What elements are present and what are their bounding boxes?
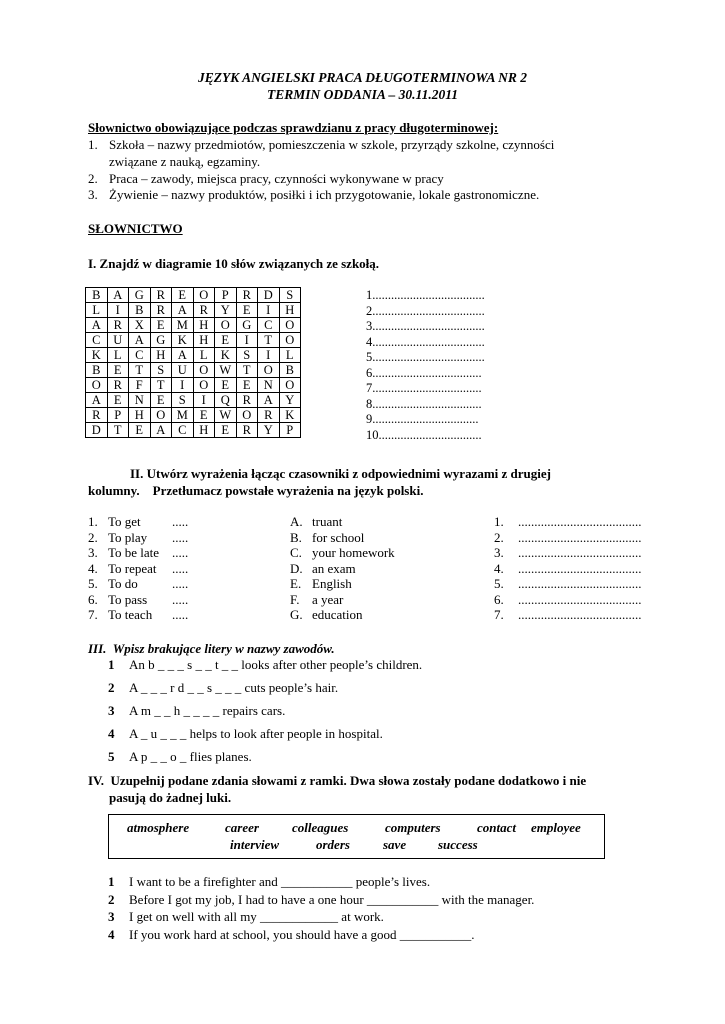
grid-cell: S xyxy=(279,288,301,303)
translation-item xyxy=(494,576,642,592)
translation-blank[interactable]: ...................................... xyxy=(518,545,642,560)
grid-cell: E xyxy=(107,393,129,408)
sentence-text: If you work hard at school, you should have a good ___________. xyxy=(129,926,475,942)
grid-cell: S xyxy=(150,363,172,378)
word-search-grid xyxy=(85,287,301,438)
grid-cell: C xyxy=(86,333,108,348)
item-number: 7. xyxy=(88,607,98,622)
item-letter: G. xyxy=(290,607,303,622)
item-number: 3. xyxy=(494,545,504,560)
verb-item xyxy=(88,560,189,577)
grid-row xyxy=(86,348,301,363)
grid-cell: C xyxy=(172,423,194,438)
item-number: 3 xyxy=(108,703,115,718)
grid-cell: A xyxy=(86,393,108,408)
grid-row xyxy=(86,333,301,348)
translation-item xyxy=(494,591,642,608)
verb-column xyxy=(88,514,189,623)
profession-item xyxy=(108,657,423,680)
grid-row xyxy=(86,318,301,333)
verb-item xyxy=(88,576,189,592)
grid-cell: Q xyxy=(215,393,237,408)
grid-cell: I xyxy=(236,333,258,348)
grid-cell: O xyxy=(193,363,215,378)
grid-row xyxy=(86,363,301,378)
answer-line[interactable]: 10................................. xyxy=(366,427,482,442)
noun-item xyxy=(290,576,352,592)
noun-item xyxy=(290,560,356,577)
word-option: career xyxy=(225,820,259,835)
verb-item xyxy=(88,529,189,546)
vocab-item-number: 1. xyxy=(88,137,98,152)
grid-cell: A xyxy=(107,288,129,303)
noun-item xyxy=(290,545,395,561)
grid-cell: T xyxy=(258,333,280,348)
verb-text: To do xyxy=(108,576,138,591)
grid-cell: O xyxy=(236,408,258,423)
sentence-text: I want to be a firefighter and ___________ people’s lives. xyxy=(129,874,431,889)
vocab-item-text: Żywienie – nazwy produktów, posiłki i ich przygotowanie, lokale gastronomiczne. xyxy=(109,187,540,202)
verb-item xyxy=(88,545,189,561)
grid-cell: A xyxy=(258,393,280,408)
item-number: 3. xyxy=(88,545,98,560)
grid-cell: B xyxy=(86,288,108,303)
grid-cell: R xyxy=(107,378,129,393)
translation-item xyxy=(494,607,642,623)
match-blank[interactable]: ..... xyxy=(172,514,189,529)
item-number: 1. xyxy=(88,514,98,529)
grid-row xyxy=(86,393,301,408)
item-number: 5. xyxy=(494,576,504,591)
verb-item xyxy=(88,514,189,530)
grid-cell: H xyxy=(129,408,151,423)
grid-cell: I xyxy=(258,348,280,363)
item-number: 5 xyxy=(108,749,115,764)
translation-blank[interactable]: ...................................... xyxy=(518,514,642,529)
verb-text: To play xyxy=(108,529,148,545)
match-blank[interactable]: ..... xyxy=(172,607,189,622)
translation-item xyxy=(494,514,642,530)
item-number: 4 xyxy=(108,726,115,741)
grid-cell: E xyxy=(236,378,258,393)
translation-blank[interactable]: ...................................... xyxy=(518,591,642,607)
profession-text: A m _ _ h _ _ _ _ repairs cars. xyxy=(129,703,286,718)
item-letter: A. xyxy=(290,514,303,529)
word-box xyxy=(108,814,605,859)
grid-cell: R xyxy=(236,393,258,408)
noun-item xyxy=(290,514,343,530)
verb-text: To be late xyxy=(108,545,160,560)
translation-blank[interactable]: ...................................... xyxy=(518,529,642,545)
grid-cell: M xyxy=(172,318,194,333)
grid-cell: S xyxy=(236,348,258,363)
sentence-text: Before I got my job, I had to have a one hour ___________ with the manager. xyxy=(129,891,535,907)
grid-cell: H xyxy=(193,333,215,348)
grid-cell: O xyxy=(279,378,301,393)
word-option: colleagues xyxy=(292,820,349,835)
vocab-item-number: 3. xyxy=(88,187,98,202)
grid-cell: O xyxy=(279,333,301,348)
task3-list xyxy=(108,657,423,772)
noun-item xyxy=(290,607,363,623)
grid-cell: Y xyxy=(258,423,280,438)
vocab-item-text: Szkoła – nazwy przedmiotów, pomieszczenia w szkole, przyrządy szkolne, czynności xyxy=(109,137,555,152)
grid-cell: I xyxy=(107,303,129,318)
answer-line[interactable]: 8................................... xyxy=(366,396,482,411)
grid-cell: B xyxy=(86,363,108,378)
task1-title: I. Znajdź w diagramie 10 słów związanych ze szkołą. xyxy=(88,256,380,271)
vocab-item-1-cont: związane z nauką, egzaminy. xyxy=(109,154,261,169)
grid-cell: L xyxy=(279,348,301,363)
word-option: orders xyxy=(316,837,350,852)
profession-item xyxy=(108,726,383,749)
grid-cell: O xyxy=(258,363,280,378)
vocab-item-3 xyxy=(88,187,540,203)
grid-row xyxy=(86,378,301,393)
translation-blank[interactable]: ...................................... xyxy=(518,576,642,591)
answer-line[interactable]: 5.................................... xyxy=(366,350,485,364)
item-letter: F. xyxy=(290,591,300,607)
grid-cell: R xyxy=(150,288,172,303)
word-option: contact xyxy=(477,820,516,835)
noun-text: for school xyxy=(312,529,365,545)
item-number: 4. xyxy=(494,560,504,576)
grid-cell: G xyxy=(236,318,258,333)
grid-cell: R xyxy=(193,303,215,318)
word-option: success xyxy=(438,837,478,852)
grid-cell: G xyxy=(129,288,151,303)
grid-cell: I xyxy=(193,393,215,408)
profession-text: A _ _ _ r d _ _ s _ _ _ cuts people’s hair. xyxy=(129,680,339,695)
grid-cell: O xyxy=(150,408,172,423)
item-number: 4 xyxy=(108,926,115,942)
noun-item xyxy=(290,591,344,608)
grid-cell: D xyxy=(86,423,108,438)
grid-cell: P xyxy=(215,288,237,303)
match-blank[interactable]: ..... xyxy=(172,560,189,576)
grid-cell: L xyxy=(107,348,129,363)
item-number: 2. xyxy=(88,529,98,545)
word-option: save xyxy=(383,837,407,852)
item-number: 6. xyxy=(494,591,504,607)
task4-title-line1: IV. Uzupełnij podane zdania słowami z ramki. Dwa słowa zostały podane dodatkowo i nie xyxy=(88,773,587,788)
grid-row xyxy=(86,408,301,423)
grid-row xyxy=(86,423,301,438)
grid-cell: I xyxy=(172,378,194,393)
profession-item xyxy=(108,749,252,772)
grid-cell: D xyxy=(258,288,280,303)
answer-line[interactable]: 9.................................. xyxy=(366,412,479,426)
grid-cell: S xyxy=(172,393,194,408)
grid-cell: R xyxy=(258,408,280,423)
noun-text: an exam xyxy=(312,560,356,576)
grid-cell: B xyxy=(279,363,301,378)
noun-column xyxy=(290,514,395,623)
grid-cell: E xyxy=(193,408,215,423)
item-number: 5. xyxy=(88,576,98,591)
grid-row xyxy=(86,288,301,303)
answer-line[interactable]: 2.................................... xyxy=(366,303,485,318)
task3-title: III. Wpisz brakujące litery w nazwy zawodów. xyxy=(88,641,335,656)
verb-text: To get xyxy=(108,514,141,529)
sentence-item xyxy=(108,909,384,927)
grid-cell: E xyxy=(150,393,172,408)
verb-text: To pass xyxy=(108,591,148,607)
profession-item xyxy=(108,703,286,726)
grid-cell: N xyxy=(129,393,151,408)
grid-row xyxy=(86,303,301,318)
verb-text: To teach xyxy=(108,607,153,622)
grid-cell: E xyxy=(107,363,129,378)
grid-cell: N xyxy=(258,378,280,393)
grid-cell: T xyxy=(129,363,151,378)
grid-cell: H xyxy=(193,423,215,438)
grid-cell: A xyxy=(172,303,194,318)
word-option: employee xyxy=(531,820,581,835)
item-letter: B. xyxy=(290,529,302,545)
profession-item xyxy=(108,680,339,703)
grid-cell: Y xyxy=(279,393,301,408)
grid-cell: O xyxy=(215,318,237,333)
noun-text: truant xyxy=(312,514,343,529)
grid-cell: R xyxy=(86,408,108,423)
noun-text: education xyxy=(312,607,363,622)
item-letter: D. xyxy=(290,560,303,576)
noun-text: your homework xyxy=(312,545,395,560)
item-number: 2 xyxy=(108,891,115,907)
answer-line[interactable]: 1.................................... xyxy=(366,288,485,302)
match-blank[interactable]: ..... xyxy=(172,545,189,560)
grid-cell: T xyxy=(107,423,129,438)
translation-item xyxy=(494,529,642,546)
item-number: 4. xyxy=(88,560,98,576)
grid-cell: E xyxy=(236,303,258,318)
grid-cell: A xyxy=(172,348,194,363)
grid-cell: C xyxy=(129,348,151,363)
grid-cell: E xyxy=(129,423,151,438)
task1-answer-list xyxy=(366,288,485,443)
item-number: 3 xyxy=(108,909,115,924)
item-number: 1 xyxy=(108,657,115,672)
item-letter: C. xyxy=(290,545,302,560)
vocab-item-2 xyxy=(88,171,444,187)
noun-text: a year xyxy=(312,591,344,607)
task4-sentences xyxy=(108,874,535,944)
sentence-item xyxy=(108,891,535,910)
grid-cell: A xyxy=(150,423,172,438)
vocab-item-text: Praca – zawody, miejsca pracy, czynności wykonywane w pracy xyxy=(109,171,444,186)
sentence-text: I get on well with all my ____________ at work. xyxy=(129,909,384,924)
item-number: 6. xyxy=(88,591,98,607)
deadline: TERMIN ODDANIA – 30.11.2011 xyxy=(267,87,458,102)
grid-cell: T xyxy=(150,378,172,393)
grid-cell: X xyxy=(129,318,151,333)
grid-cell: R xyxy=(107,318,129,333)
grid-cell: O xyxy=(193,288,215,303)
grid-cell: K xyxy=(86,348,108,363)
item-number: 2 xyxy=(108,680,115,695)
match-blank[interactable]: ..... xyxy=(172,591,189,607)
translation-column xyxy=(494,514,642,623)
grid-cell: R xyxy=(236,288,258,303)
translation-item xyxy=(494,560,642,577)
item-number: 2. xyxy=(494,529,504,545)
word-option: atmosphere xyxy=(127,820,190,835)
verb-text: To repeat xyxy=(108,560,157,576)
verb-item xyxy=(88,607,189,623)
grid-cell: A xyxy=(129,333,151,348)
grid-cell: W xyxy=(215,363,237,378)
grid-cell: E xyxy=(215,378,237,393)
item-number: 7. xyxy=(494,607,504,622)
word-option: computers xyxy=(385,820,441,835)
profession-text: An b _ _ _ s _ _ t _ _ looks after other people’s children. xyxy=(129,657,423,672)
grid-cell: E xyxy=(215,333,237,348)
grid-cell: C xyxy=(258,318,280,333)
sentence-item xyxy=(108,926,475,945)
answer-line[interactable]: 7................................... xyxy=(366,381,482,395)
vocab-item-number: 2. xyxy=(88,171,98,186)
task2-title-line2: kolumny. Przetłumacz powstałe wyrażenia na język polski. xyxy=(88,483,424,498)
task4-title-line2: pasują do żadnej luki. xyxy=(109,790,232,805)
grid-cell: O xyxy=(86,378,108,393)
grid-cell: M xyxy=(172,408,194,423)
noun-text: English xyxy=(312,576,352,591)
grid-cell: O xyxy=(193,378,215,393)
grid-cell: E xyxy=(172,288,194,303)
grid-cell: U xyxy=(172,363,194,378)
grid-cell: L xyxy=(86,303,108,318)
match-blank[interactable]: ..... xyxy=(172,576,189,591)
profession-text: A _ u _ _ _ helps to look after people in hospital. xyxy=(129,726,383,741)
answer-line[interactable]: 6................................... xyxy=(366,365,482,380)
word-option: interview xyxy=(230,837,280,852)
grid-cell: K xyxy=(215,348,237,363)
vocab-heading: Słownictwo obowiązujące podczas sprawdzianu z pracy długoterminowej: xyxy=(88,120,499,135)
grid-cell: T xyxy=(236,363,258,378)
answer-line[interactable]: 4.................................... xyxy=(366,334,485,349)
grid-cell: G xyxy=(150,333,172,348)
grid-cell: U xyxy=(107,333,129,348)
grid-cell: I xyxy=(258,303,280,318)
match-blank[interactable]: ..... xyxy=(172,529,189,545)
section-heading: SŁOWNICTWO xyxy=(88,221,183,236)
grid-cell: E xyxy=(215,423,237,438)
grid-cell: A xyxy=(86,318,108,333)
item-number: 1. xyxy=(494,514,504,529)
grid-cell: K xyxy=(279,408,301,423)
translation-blank[interactable]: ...................................... xyxy=(518,607,642,622)
vocab-item-1 xyxy=(88,137,555,153)
noun-item xyxy=(290,529,365,546)
grid-cell: R xyxy=(236,423,258,438)
grid-cell: F xyxy=(129,378,151,393)
grid-cell: E xyxy=(150,318,172,333)
grid-cell: B xyxy=(129,303,151,318)
grid-cell: L xyxy=(193,348,215,363)
verb-item xyxy=(88,591,189,608)
task2-title-line1: II. Utwórz wyrażenia łącząc czasowniki z odpowiednimi wyrazami z drugiej xyxy=(130,466,551,481)
grid-cell: Y xyxy=(215,303,237,318)
answer-line[interactable]: 3.................................... xyxy=(366,319,485,333)
grid-cell: K xyxy=(172,333,194,348)
grid-cell: H xyxy=(279,303,301,318)
item-letter: E. xyxy=(290,576,302,591)
translation-item xyxy=(494,545,642,561)
grid-cell: O xyxy=(279,318,301,333)
grid-cell: R xyxy=(150,303,172,318)
grid-cell: P xyxy=(279,423,301,438)
profession-text: A p _ _ o _ flies planes. xyxy=(129,749,252,764)
grid-cell: P xyxy=(107,408,129,423)
grid-cell: W xyxy=(215,408,237,423)
sentence-item xyxy=(108,874,431,892)
page-title: JĘZYK ANGIELSKI PRACA DŁUGOTERMINOWA NR 2 xyxy=(198,70,527,85)
translation-blank[interactable]: ...................................... xyxy=(518,560,642,576)
grid-cell: H xyxy=(193,318,215,333)
grid-cell: H xyxy=(150,348,172,363)
item-number: 1 xyxy=(108,874,115,889)
